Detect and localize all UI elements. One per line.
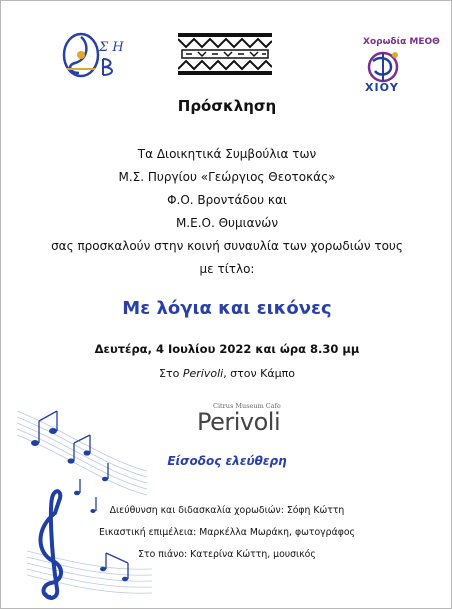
event-venue [1,367,452,380]
right-logo-title: Χορωδία ΜΕΟΘ [363,37,440,47]
invitation-heading: Πρόσκληση [177,97,277,115]
venue-logo-wordmark: Perivoli [197,408,281,436]
svg-text:Σ Η: Σ Η [99,40,124,55]
venue-name: Perivoli [182,367,224,380]
invitation-line: σας προσκαλούν στην κοινή συναυλία των χορωδιών τους [51,239,403,253]
invitation-line: Φ.Ο. Βροντάδου και [167,193,287,207]
venue-prefix: Στο [159,367,183,380]
credit-line: Διεύθυνση και διδασκαλία χορωδιών: Σόφη Κώττη [109,505,345,516]
credit-line: Στο πιάνο: Κατερίνα Κώττη, μουσικός [138,549,316,560]
invitation-line: Μ.Ε.Ο. Θυμιανών [175,216,279,230]
event-datetime: Δευτέρα, 4 Ιουλίου 2022 και ώρα 8.30 μμ [94,342,360,356]
venue-suffix: , στον Κάμπο [223,367,295,380]
invitation-line: Μ.Σ. Πυργίου «Γεώργιος Θεοτοκάς» [118,170,336,184]
free-entry-note: Είσοδος ελεύθερη [167,454,287,468]
invitation-line: με τίτλο: [199,262,255,276]
invitation-line: Τα Διοικητικά Συμβούλια των [137,147,317,161]
right-logo-subtitle: ΧΙΟΥ [365,81,399,94]
music-notes-decoration [7,401,157,601]
choir-logo-left [59,29,131,81]
venue-logo [197,399,281,443]
venue-logo-tagline: Citrus Museum Cafe [213,402,281,410]
credit-line: Εικαστική επιμέλεια: Μαρκέλλα Μωράκη, φωτογράφος [99,527,355,538]
event-title: Με λόγια και εικόνες [122,298,332,319]
choir-logo-right [357,37,440,97]
folk-pattern-logo [178,33,272,75]
